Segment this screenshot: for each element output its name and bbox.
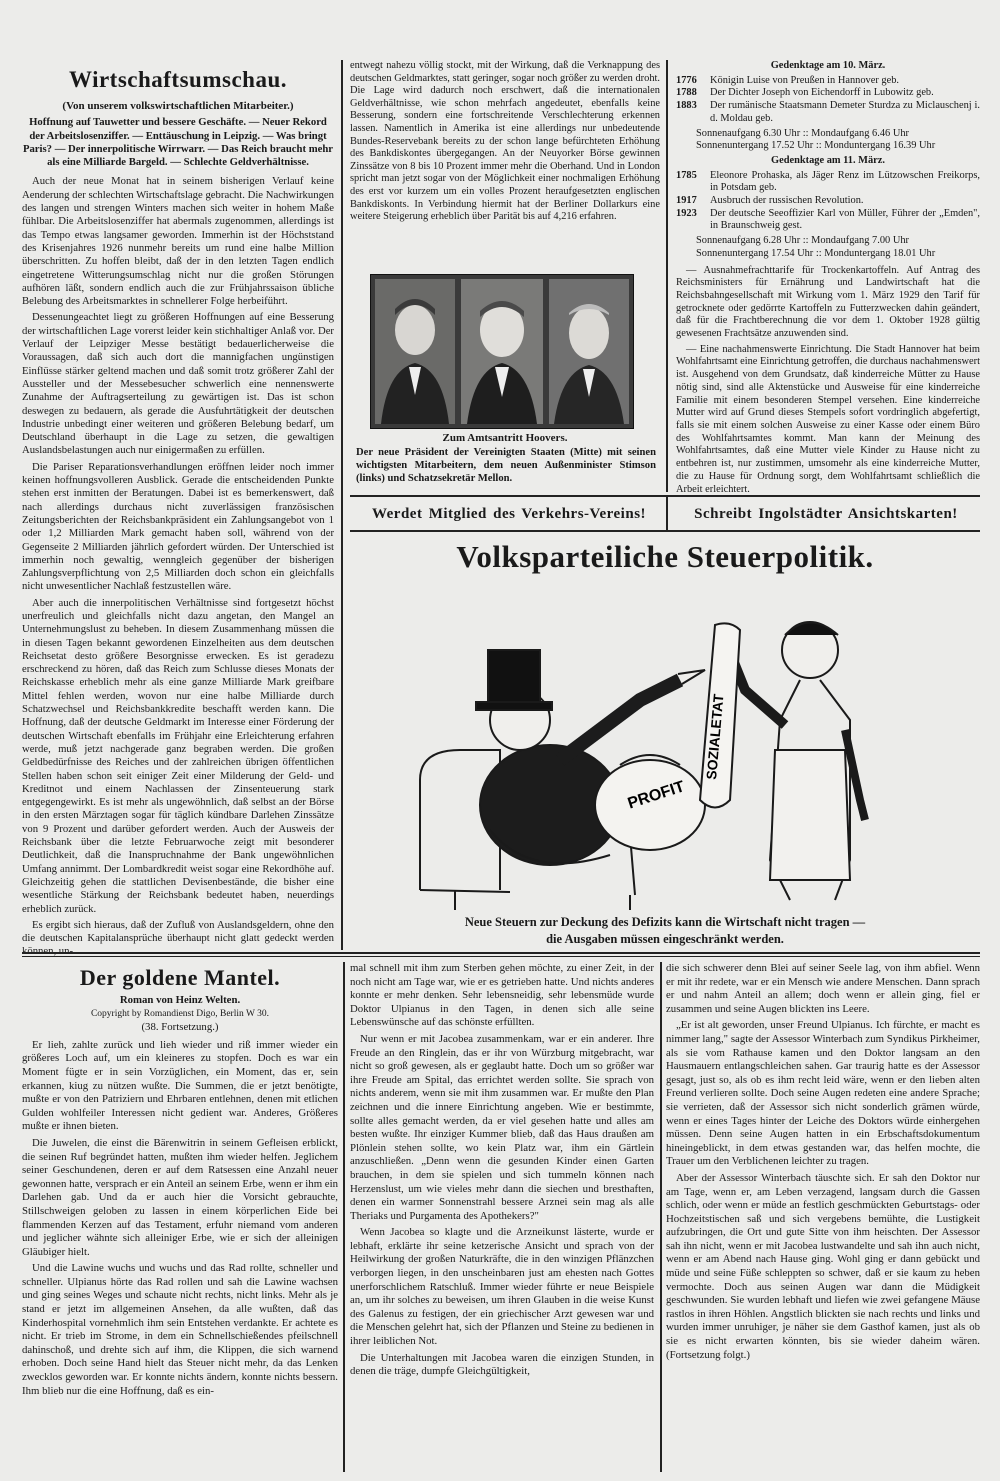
cartoon-caption-line1: Neue Steuern zur Deckung des Defizits kann die Wirtschaft nicht tragen — xyxy=(464,915,866,929)
serial-installment: (38. Fortsetzung.) xyxy=(141,1021,219,1034)
sun-times: Sonnenaufgang 6.30 Uhr :: Mondaufgang 6.46 Uhr xyxy=(696,127,909,139)
cartoon-drawing xyxy=(380,580,940,910)
photo-caption: Der neue Präsident der Vereinigten Staaten (Mitte) mit seinen wichtigsten Mitarbeitern, dem neuen Außenminister Stimson (links) und Schatzsekretär Mellon. xyxy=(356,447,656,484)
memorial-entry: 1883 Der rumänische Staatsmann Demeter Sturdza zu Miclauschenj i. d. Moldau geb. xyxy=(676,100,980,124)
serial-paragraph: Nur wenn er mit Jacobea zusammenkam, war er ein anderer. Ihre Freude an den Ringlein, das er ihr von Würzburg mitgebracht, war nicht so groß gewesen, als er geglaubt hatte. Doch um so größer war ihre Freude am Spital, das errichtet werden sollte. Sie sprach von nichts anderem, wenn sie mit ihm zusammen war. Er mußte den Plan zeichnen und die innere Einrichtung angeben. Wie er bestimmte, sollte alles gemacht werden, da er viel gesehen hatte und alles am besten wußte. Ihr einziger Kummer blieb, daß das Haus draußen am Plönlein stehen sollte, wo kein Platz war, ihm ein Gärtlein anzuschließen. „Denn wenn die gesunden Kinder einen Garten brauchen, in dem sie spielen und sich tummeln können nach Herzenslust, um wie vieles mehr dann die siechen und bresthaften, denen ein warmer Sonnenstrahl bessere Arznei sein mag als alle Theriaks und Purgamenta des Apothekers?" xyxy=(350,1032,654,1222)
calendar-column xyxy=(676,60,980,495)
cartoon-caption-line2: die Ausgaben müssen eingeschränkt werden. xyxy=(546,932,784,946)
banner-verkehrsverein: Werdet Mitglied des Verkehrs-Vereins! xyxy=(371,506,647,522)
column-rule xyxy=(666,60,668,492)
economy-headline: Wirtschaftsumschau. xyxy=(68,67,287,92)
memorial-entry: 1917 Ausbruch der russischen Revolution. xyxy=(676,195,864,207)
serial-paragraph: Und die Lawine wuchs und wuchs und das Rad rollte, schneller und schneller. Ulpianus hörte das Rad rollen und sah die Lawine wachsen und ging seines Weges und schaute nicht rechts, nicht links. Mehr als je stand er jetzt im allgemeinen Ansehen, da alle wußten, daß das Kinderhospital vornehmlich ihm sein Entstehen verdankte. Er achtete es nicht. Er trieb im Strome, in dem ein Schnellschießendes pfeilschnell dahinschoß, und drehte sich auf ihm, die Klippen, die sich warnend erhoben. Doch seine Hand hielt das Steuer nicht mehr, da das Lenken zwecklos geworden war. Er konnte nichts ändern, konnte nichts bessern. Ihm blieb nur die eine Hoffnung, daß es ein- xyxy=(22,1262,338,1397)
memorial-days-title-2: Gedenktage am 11. März. xyxy=(771,154,885,166)
bag-label-profit: PROFIT xyxy=(625,778,687,813)
memorial-entry: 1923 Der deutsche Seeoffizier Karl von Müller, Führer der „Emden", in Braunschweig gest. xyxy=(676,207,980,232)
column-rule xyxy=(341,60,343,950)
continuation-text: entwegt nahezu völlig stockt, mit der Wirkung, daß die Verknappung des deutschen Geldmarktes, statt geringer, sogar noch größer zu werden droht. Die Lage wird dadurch noch erschwert, daß die internationalen Geldverhältnisse, wie schon mehrfach angedeutet, ebenfalls keine Besserung, sondern eine fortschreitende Verschlechterung erkennen lassen. Namentlich in Amerika ist eine allerdings nur unbedeutende Bundes-Reservebank bereits zu der schon lange befürchteten Erhöhung des Bankdiskontes übergegangen. An der Neuyorker Börse gewinnen Zinssätze von 8 bis 10 Prozent immer mehr die Oberhand. Und in London spricht man jetzt sogar von der Möglichkeit einer nochmaligen Erhöhung des erst vor kurzem um ein volles Prozent heraufgesetzten englischen Bankdiskonts. In Verbindung hiermit hat der Berliner Dollarkurs eine weitere Steigerung erheblich über Parität bis auf 4,216 erfahren. xyxy=(350,60,660,223)
notice-mothers: — Eine nachahmenswerte Einrichtung. Die Stadt Hannover hat beim Wohlfahrtsamt eine Einrichtung getroffen, die durchaus nachahmenswert ist. Ausgehend von dem Grundsatz, daß kinderreiche Mütter zu Hause nötig sind, sind alle Aktenstücke und Ausweise für eine kinderreiche Familie mit einem besonderen Stempel versehen. Eine kinderreiche Mutter wird auf Grund dieses Stempels sofort vordringlich abgefertigt, falls sie mit einem solchen Ausweise zu einer Kasse oder einem Büro des Wohlfahrtsamtes kommt. Man kann der Meinung des Wohlfahrtsamtes, daß eine Mutter viele Kinder zu Hause nicht zu entbehren ist, nur zustimmen, umsomehr als eine kinderreiche Mutter, die zu Hause für Ordnung sorgt, dem Wohlfahrtsamt schließlich die Arbeit erleichtert. xyxy=(676,343,980,495)
serial-paragraph: Wenn Jacobea so klagte und die Arzneikunst lästerte, wurde er lebhaft, erklärte ihr seine ketzerische Ansicht und sprach von der Heilwirkung der großen Naturkräfte, die in den winzigen Pflänzchen verborgen liegen, in den unscheinbaren just am ehesten nach Gottes unerforschlichem Ratschluß. Immer wieder führte er neue Beispiele an, um ihr solches zu beweisen, um ihren Glauben in die weise Kunst des Galenus zu festigen, der ein griechischer Arzt gewesen war und die Menschen gelehrt hat, sich der Pflanzen und Steine zu bedienen in ihrer leiblichen Not. xyxy=(350,1226,654,1348)
photo-title: Zum Amtsantritt Hoovers. xyxy=(442,432,568,444)
bag-label-sozialetat: SOZIALETAT xyxy=(703,693,727,781)
serial-copyright: Copyright by Romandienst Digo, Berlin W 30. xyxy=(90,1008,270,1019)
memorial-entry: 1788 Der Dichter Joseph von Eichendorff in Lubowitz geb. xyxy=(676,87,934,99)
serial-paragraph: Die Juwelen, die einst die Bärenwitrin in seinem Gefleisen erblickt, die seinen Ruf begründet hatten, mußten ihm wieder helfen. Jeglichem seiner Geschundenen, deren er auf dem Ratsessen eine Anzahl neuer gewonnen hatte, versprach er ein Anteil an seinem Erbe, wenn er ihm ein Darlehen gab. Und da er auch hier die Vorsicht gebrauchte, Stillschweigen geloben zu lassen in einem körperlichen Eide bei flammenden Kerzen auf das Testament, erfuhr niemand vom anderen und jeglicher wähnte sich alleiniger Erbe, wie er sich der alleinigen Gläubiger hielt. xyxy=(22,1136,338,1258)
column-rule xyxy=(660,962,662,1472)
sun-times: Sonnenuntergang 17.54 Uhr :: Monduntergang 18.01 Uhr xyxy=(696,247,936,259)
memorial-days-title-1: Gedenktage am 10. März. xyxy=(770,60,886,71)
economy-paragraph: Aber auch die innerpolitischen Verhältnisse sind fortgesetzt höchst unerfreulich und gleichfalls nicht dazu angetan, den Mangel an Unternehmungslust zu beheben. In diesem Zusammenhang müssen die in diesen Tagen bekannt gewordenen Einzelheiten aus dem deutschen Reichsetat desto größere Besorgnisse erwecken. Es ist geradezu erschreckend zu hören, daß das Reich zum Schlusse dieses Monats der Reichskasse erheblich mehr als eine ganze Milliarde Mark greifbare Mittel fehlen werden, wovon nur eine halbe Milliarde durch Schatzwechsel und Reichsbankkredite beschafft werden kann. Die Hoffnung, daß der deutsche Geldmarkt im Interesse einer Förderung der deutschen Wirtschaft ebenfalls im Frühjahr eine Erleichterung erfahren werde, muß jetzt nachgerade ganz begraben werden. Die großen Geldbedürfnisse des Reiches und der zahlreichen übrigen öffentlichen Stellen haben schon seit einiger Zeit einer Milderung der Geld- und Kreditnot und einem Nachlassen der Zinsenteuerung stark entgegengewirkt. Es ist mehr als ungewöhnlich, daß selbst an der Börse in den ersten Märztagen sogar für täglich kündbare Darlehen Zinssätze von 9 Prozent und darüber gefordert werden. Auch der Ausweis der Reichsbank über die letzte Februarwoche zeigt mit besonderer Deutlichkeit, daß die Inanspruchnahme der Bank ungewöhnlichen Umfang annimmt. Der Lombardkredit weist sogar eine Rekordhöhe auf. Gleichzeitig gehen die stattlichen Devisenbestände, die bisher eine wesentliche Stärkung der Reichsbank bedeutet haben, neuerdings erheblich zurück. xyxy=(22,596,334,915)
serial-paragraph: mal schnell mit ihm zum Sterben gehen möchte, zu einer Zeit, in der noch nicht am Tage war, wie er es getrieben hatte. Und nichts anderes konnte er mehr denken. Sehr lebensneidig, sehr lebensmüde wurde Doktor Ulpianus in den Tagen, in denen sich alle seine Lebenswünsche auf das schönste erfüllten. xyxy=(350,962,654,1029)
horizontal-rule xyxy=(22,956,980,957)
cartoon-caption xyxy=(350,914,980,948)
economy-paragraph: Auch der neue Monat hat in seinem bisherigen Verlauf keine Aenderung der schlechten Wirtschaftslage gebracht. Die Nachwirkungen des langen und strengen Winters machen sich weiter in hohem Maße fühlbar. Die Arbeitslosenziffer hat abermals zugenommen, allerdings ist das Tempo etwas langsamer geworden. Immerhin ist der Höchststand des Krisenjahres 1926 nunmehr bereits um rund eine halbe Million überschritten. Zu hoffen bleibt, daß der in den letzten Tagen endlich eingetretene Witterungsumschlag nicht nur die großen Störungen aufhören läßt, sondern endlich auch die zur Frühjahrssaison übliche Belebung des Arbeitsmarktes in schnellerer Folge herbeiführt. xyxy=(22,175,334,308)
economy-paragraph: Es ergibt sich hieraus, daß der Zufluß von Auslandsgeldern, ohne den die deutschen Kapitalansprüche überhaupt nicht glatt gedeckt werden xyxy=(22,918,334,945)
memorial-entry: 1785 Eleonore Prohaska, als Jäger Renz im Lützowschen Freikorps, in Potsdam geb. xyxy=(676,169,980,194)
serial-paragraph: „Er ist alt geworden, unser Freund Ulpianus. Ich fürchte, er macht es nimmer lang," sagte der Assessor Winterbach zum Syndikus Pirkheimer, als sie vom Rathause kamen und den Doktor langsam an den Hausmauern entlangschleichen sahen. Gar traurig hatte es der Assessor gesagt, just so, als ob es ihm recht leid wäre, wenn er den lieben alten Freund verlieren sollte. Doch seine Augen redeten eine andere Sprache; sie verrieten, daß der Assessor sich nicht sonderlich grämen würde, wenn er eines Tages hinter der Leiche des Doktors würde einhergehen müssen. Denn seine Augen hatten in ein Erbschaftsdokumentum hineingeblickt, in dem etwas gestanden war, das helfen mochte, die Trauer um den Verblichenen leichter zu tragen. xyxy=(666,1019,980,1168)
hoover-photo xyxy=(370,274,634,429)
economy-continuation xyxy=(350,60,660,268)
sun-times: Sonnenuntergang 17.52 Uhr :: Monduntergang 16.39 Uhr xyxy=(696,140,936,152)
serial-paragraph: Er lieh, zahlte zurück und lieh wieder und riß immer wieder ein größeres Loch auf, um ein kleineres zu stopfen. Doch es war ein Moment fügte er in sein Vorzüglichen, ein Moment, das er, sein erkannen, kiug zu nützen wußte. Die Summen, die er jetzt benötigte, mußte er von den Patriziern und Ehrbaren entlehnen, denen mit etlichen Gulden wohlfeiler Interessen nicht gedient war. Anderes, Größeres mußte er ihnen bieten. xyxy=(22,1038,338,1133)
economy-paragraph: Dessenungeachtet liegt zu größeren Hoffnungen auf eine Besserung der wirtschaftlichen Lage vorerst leider kein stichhaltiger Anlaß vor. Der Verlauf der Leipziger Messe bestätigt bedauerlicherweise die Voraussagen, daß sich auch dort die mannigfachen ungünstigen Einflüsse stärker geltend machen und daß somit trotz größerer Zahl der Aussteller und der Messebesucher schwerlich eine nennenswerte Zunahme der Auftragserteilung zu gewärtigen ist. Das ist schon deswegen zu bedauern, als gerade die Ausfuhrtätigkeit der deutschen Industrie unbedingt einer weiteren und größeren Belebung bedarf, um Deutschland überhaupt in die Lage zu setzen, die gewaltigen Auslandsbelastungen auch nur einigermaßen zu erfüllen. xyxy=(22,311,334,457)
economy-paragraph: Die Pariser Reparationsverhandlungen eröffnen leider noch immer keinen hoffnungsvolleren Ausblick. Gerade die entscheidenden Punkte stehen erst inmitten der Beratungen. Dabei ist es bemerkenswert, daß nach allerdings durchaus nicht zuverlässigen französischen Zeitungsberichten der Reichsbankpräsident ein Zahlungsangebot von 1 oder 1,2 Milliarden Mark gemacht haben soll, während von der Gegenseite 2 Milliarden jährlich gefordert würden. Der Unterschied ist immerhin noch gewaltig, wennglеich gegenüber der bisherigen Zahlungsverpflichtung von 2,5 Milliarden doch schon ein gleichfalls nicht unwesentlicher Nachlaß festzustellen wäre. xyxy=(22,460,334,593)
serial-paragraph: Aber der Assessor Winterbach täuschte sich. Er sah den Doktor nur am Tage, wenn er, am Leben verzagend, langsam durch die Gassen schlich, oder wenn er müde an festlich geschmückten Geburtstags- oder Hochzeitstischen saß und sich vergebens bemühte, die Lustigkeit aufzubringen, die Ort und gute Sitte von ihm heischten. Der Assessor sah ihn nicht, wenn er mit Jacobea lustwandelte und sah ihn auch nicht, wenn er am Abend nach Hause ging. Wohl ging er dann gebückt und müde und seine Füße schleppten so schwer, daß er sie kaum zu heben vermochte. Doch aus seinen Augen war dann die Müdigkeit geschwunden. Sie wurden lebhaft und liefen wie zwei gefangene Mäuse rastlos in ihren Höhlen. Angstlich blickten sie nach rechts und links und wurden immer unruhiger, je näher sie dem Gasthof kamen, just als ob sie es nicht erwarten könnten, bis sie wieder daheim wären. (Fortsetzung folgt.) xyxy=(666,1171,980,1361)
serial-paragraph: Die Unterhaltungen mit Jacobea waren die einzigen Stunden, in denen die träge, dumpfe Gleichgültigkeit, xyxy=(350,1351,654,1378)
economy-article xyxy=(22,60,334,950)
horizontal-rule xyxy=(22,952,980,954)
serial-title: Der goldene Mantel. xyxy=(79,965,281,990)
economy-summary: Hoffnung auf Tauwetter und bessere Geschäfte. — Neuer Rekord der Arbeitslosenziffer. — Enttäuschung in Leipzig. — Was bringt Paris? — Der innerpolitische Wirrwarr. — Das Reich braucht mehr als eine Milliarde Bargeld. — Schlechte Geldverhältnisse. xyxy=(22,116,334,169)
banner-ansichtskarten: Schreibt Ingolstädter Ansichtskarten! xyxy=(694,506,958,522)
serial-column-3 xyxy=(666,962,980,1474)
economy-byline: (Von unserem volkswirtschaftlichen Mitarbeiter.) xyxy=(62,100,294,112)
serial-paragraph: die sich schwerer denn Blei auf seiner Seele lag, von ihm abfiel. Wenn er mit ihr redete, war er ein Mensch wie andere Menschen. Dann sprach er und nahm Anteil an allem; doch wenn er allein ging, fiel er zusammen und seine Augen blickten ins Leere. xyxy=(666,962,980,1015)
sun-times: Sonnenaufgang 6.28 Uhr :: Mondaufgang 7.00 Uhr xyxy=(696,235,909,247)
notice-potato-tariff: — Ausnahmefrachttarife für Trockenkartoffeln. Auf Antrag des Reichsministers für Ernährung und Landwirtschaft hat die Reichsbahngesellschaft mit Wirkung vom 1. März 1929 den Tarif für getrocknete oder gedörrte Kartoffeln zu Futterzwecken dahin geändert, daß für die Frachtberechnung die vor dem 1. Oktober 1928 gültig gewesenen Frachtsätze anzuwenden sind. xyxy=(676,264,980,340)
portrait-photo-image xyxy=(371,275,633,428)
cartoon-headline: Volksparteiliche Steuerpolitik. xyxy=(456,539,874,574)
horizontal-rule xyxy=(350,530,980,532)
memorial-entry: 1776 Königin Luise von Preußen in Hannover geb. xyxy=(676,74,900,86)
banner-divider xyxy=(666,496,668,530)
serial-column-2 xyxy=(350,962,654,1474)
horizontal-rule xyxy=(350,495,980,497)
column-rule xyxy=(343,962,345,1472)
serial-column-1 xyxy=(22,962,338,1474)
serial-subtitle: Roman von Heinz Welten. xyxy=(119,994,241,1006)
cartoon-illustration xyxy=(380,580,940,910)
